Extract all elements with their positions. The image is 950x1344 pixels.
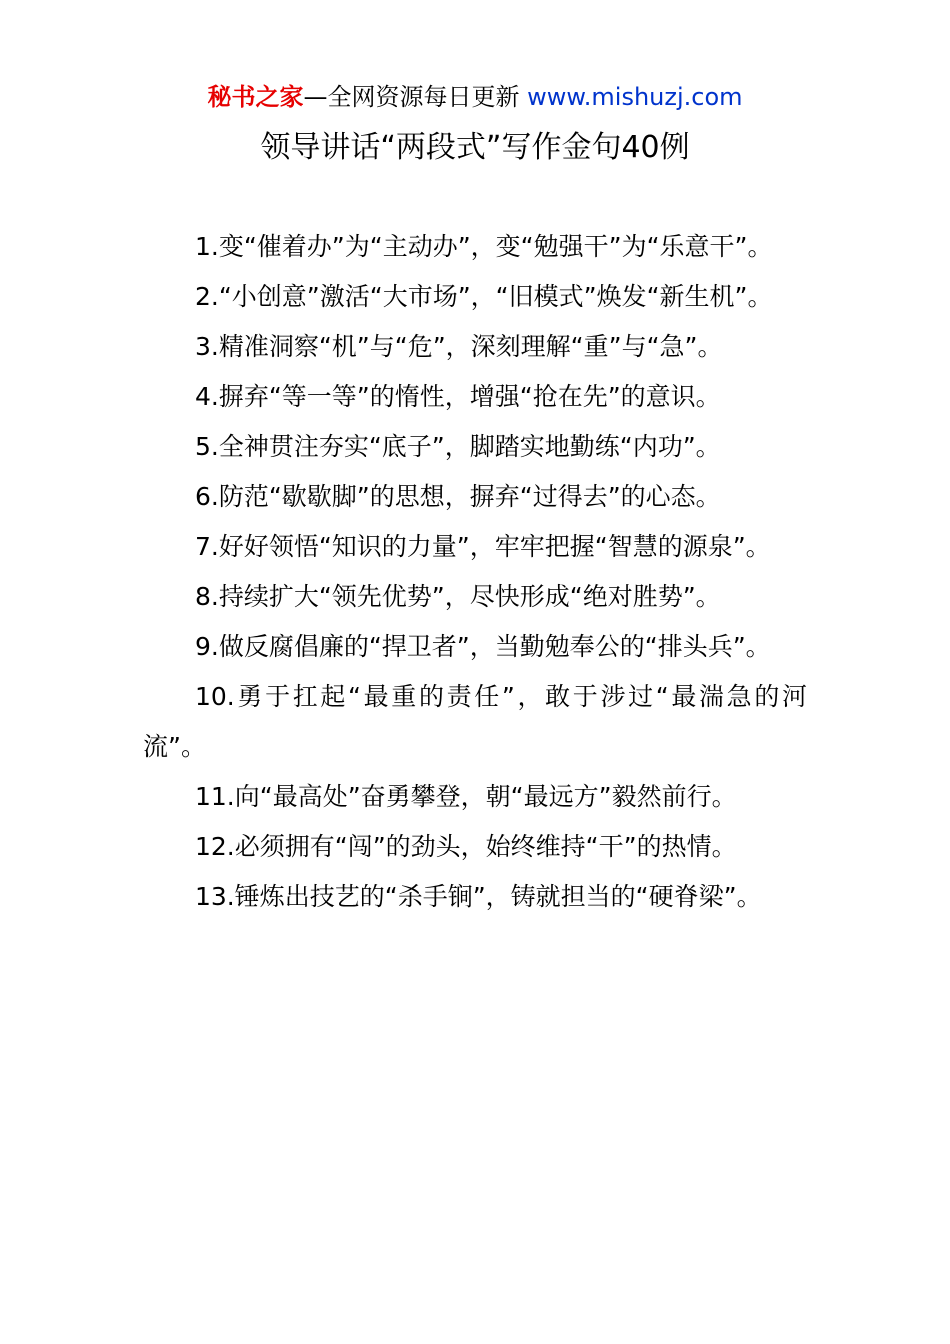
- paragraph-5: 5.全神贯注夯实“底子”，脚踏实地勤练“内功”。: [195, 432, 721, 461]
- paragraph-4: 4.摒弃“等一等”的惰性，增强“抢在先”的意识。: [195, 382, 721, 411]
- paragraph-8: 8.持续扩大“领先优势”，尽快形成“绝对胜势”。: [195, 582, 721, 611]
- paragraph-7: 7.好好领悟“知识的力量”，牢牢把握“智慧的源泉”。: [195, 532, 771, 561]
- paragraph-13: 13.锤炼出技艺的“杀手锏”，铸就担当的“硬脊梁”。: [195, 882, 762, 911]
- paragraph-11: 11.向“最高处”奋勇攀登，朝“最远方”毅然前行。: [195, 782, 737, 811]
- site-header: [0, 80, 950, 114]
- paragraph-1: 1.变“催着办”为“主动办”，变“勉强干”为“乐意干”。: [195, 232, 773, 261]
- paragraph-9: 9.做反腐倡廉的“捍卫者”，当勤勉奉公的“排头兵”。: [195, 632, 771, 661]
- site-url-link[interactable]: www.mishuzj.com: [527, 83, 743, 111]
- page-title: 领导讲话“两段式”写作金句40例: [260, 130, 690, 165]
- paragraph-2: 2.“小创意”激活“大市场”，“旧模式”焕发“新生机”。: [195, 282, 773, 311]
- paragraph-12: 12.必须拥有“闯”的劲头，始终维持“干”的热情。: [195, 832, 737, 861]
- paragraph-6: 6.防范“歇歇脚”的思想，摒弃“过得去”的心态。: [195, 482, 721, 511]
- header-tagline: 全网资源每日更新: [327, 83, 520, 111]
- paragraph-10: 10.勇于扛起“最重的责任”，敢于涉过“最湍急的河流”。: [143, 682, 807, 761]
- paragraph-3: 3.精准洞察“机”与“危”，深刻理解“重”与“急”。: [195, 332, 723, 361]
- brand-name: 秘书之家: [207, 83, 304, 111]
- document-body: [143, 222, 807, 922]
- header-dash: —: [303, 83, 328, 111]
